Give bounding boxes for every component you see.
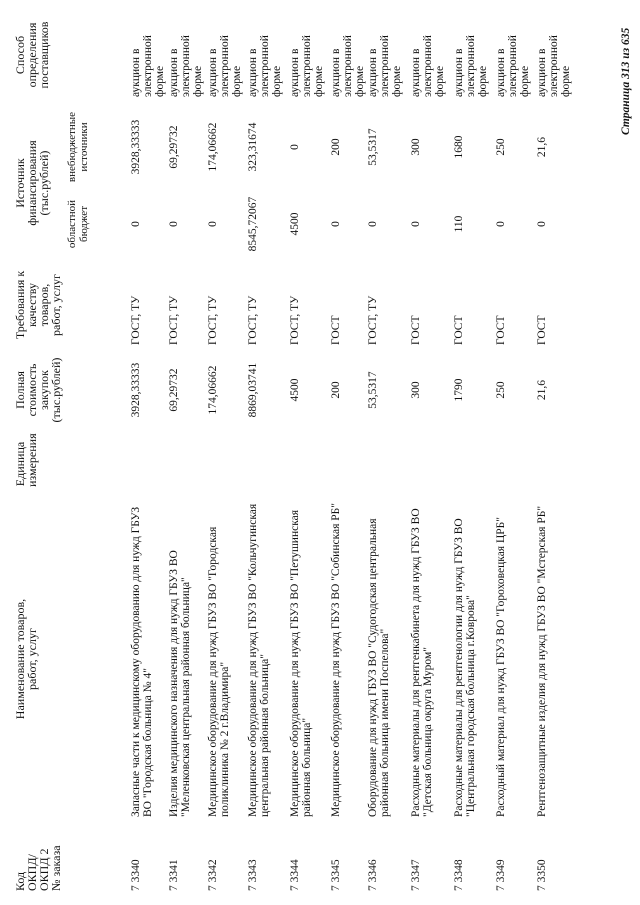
row-code: 7 3343 bbox=[247, 859, 259, 891]
header-unit: Единица измерения bbox=[13, 433, 39, 487]
row-method: аукцион в электронной форме bbox=[247, 35, 283, 97]
page-number: Страница 313 из 635 bbox=[620, 27, 632, 135]
row-code: 7 3347 bbox=[410, 859, 422, 891]
row-requirements: ГОСТ, ТУ bbox=[168, 295, 180, 345]
row-requirements: ГОСТ bbox=[495, 315, 507, 345]
row-requirements: ГОСТ bbox=[410, 315, 422, 345]
row-name: Медицинское оборудование для нужд ГБУЗ ВО "Петушинская районная больница" bbox=[289, 509, 313, 817]
header-sources: Источник финансирования (тыс.рублей) bbox=[13, 140, 51, 226]
row-extrabudget: 200 bbox=[330, 138, 342, 156]
header-code: Код ОКПД/ ОКПД 2 № заказа bbox=[13, 845, 63, 891]
row-code: 7 3340 bbox=[130, 859, 142, 891]
row-code: 7 3342 bbox=[207, 859, 219, 891]
row-extrabudget: 174,06662 bbox=[207, 122, 219, 172]
row-cost: 69,29732 bbox=[168, 368, 180, 412]
row-extrabudget: 69,29732 bbox=[168, 125, 180, 169]
row-extrabudget: 53,5317 bbox=[367, 128, 379, 166]
row-requirements: ГОСТ, ТУ bbox=[130, 295, 142, 345]
row-method: аукцион в электронной форме bbox=[289, 35, 325, 97]
header-requirements: Требования к качеству товаров, работ, услуг bbox=[13, 270, 63, 340]
row-extrabudget: 21,6 bbox=[536, 136, 548, 158]
row-code: 7 3348 bbox=[453, 859, 465, 891]
row-regional: 0 bbox=[207, 221, 219, 227]
row-name: Расходные материалы для рентгенкабинета для нужд ГБУЗ ВО "Детская больница округа Муром" bbox=[410, 508, 434, 817]
header-extrabudget: внебюджетные источники bbox=[66, 111, 90, 183]
row-regional: 0 bbox=[168, 221, 180, 227]
row-method: аукцион в электронной форме bbox=[207, 35, 243, 97]
row-name: Запасные части к медицинскому оборудованию для нужд ГБУЗ ВО "Городская больница № 4" bbox=[130, 506, 154, 817]
row-name: Медицинское оборудование для нужд ГБУЗ ВО "Городская поликлиника № 2 г.Владимира" bbox=[207, 526, 231, 817]
row-method: аукцион в электронной форме bbox=[367, 35, 403, 97]
row-name: Расходный материал для нужд ГБУЗ ВО "Гороховецкая ЦРБ" bbox=[495, 517, 507, 817]
row-extrabudget: 0 bbox=[289, 144, 301, 150]
header-regional: областной бюджет bbox=[66, 199, 90, 249]
row-cost: 174,06662 bbox=[207, 365, 219, 415]
row-requirements: ГОСТ, ТУ bbox=[207, 295, 219, 345]
row-requirements: ГОСТ, ТУ bbox=[367, 295, 379, 345]
row-extrabudget: 3928,33333 bbox=[130, 119, 142, 175]
row-regional: 0 bbox=[495, 221, 507, 227]
header-method: Способ определения поставщиков bbox=[13, 21, 51, 89]
row-cost: 53,5317 bbox=[367, 371, 379, 409]
header-name: Наименование товаров, работ, услуг bbox=[13, 598, 39, 720]
row-requirements: ГОСТ bbox=[453, 315, 465, 345]
row-code: 7 3346 bbox=[367, 859, 379, 891]
row-cost: 4500 bbox=[289, 378, 301, 402]
row-name: Расходные материалы для рентгенологии для нужд ГБУЗ ВО "Центральная городская больница г.Коврова" bbox=[453, 518, 477, 817]
row-cost: 3928,33333 bbox=[130, 362, 142, 418]
row-requirements: ГОСТ, ТУ bbox=[289, 295, 301, 345]
row-cost: 1790 bbox=[453, 378, 465, 402]
row-regional: 0 bbox=[367, 221, 379, 227]
row-extrabudget: 250 bbox=[495, 138, 507, 156]
row-name: Медицинское оборудование для нужд ГБУЗ ВО "Собинская РБ" bbox=[330, 503, 342, 817]
row-regional: 0 bbox=[330, 221, 342, 227]
row-cost: 250 bbox=[495, 381, 507, 399]
row-code: 7 3344 bbox=[289, 859, 301, 891]
row-code: 7 3345 bbox=[330, 859, 342, 891]
row-name: Изделия медицинского назначения для нужд ГБУЗ ВО "Меленковская центральная районная больница" bbox=[168, 550, 192, 817]
row-requirements: ГОСТ bbox=[330, 315, 342, 345]
row-regional: 8545,72067 bbox=[247, 196, 259, 252]
row-cost: 200 bbox=[330, 381, 342, 399]
row-name: Медицинское оборудование для нужд ГБУЗ ВО "Кольчугинская центральная районная больница" bbox=[247, 503, 271, 817]
row-method: аукцион в электронной форме bbox=[536, 35, 572, 97]
row-extrabudget: 300 bbox=[410, 138, 422, 156]
row-method: аукцион в электронной форме bbox=[168, 35, 204, 97]
row-regional: 0 bbox=[130, 221, 142, 227]
row-regional: 0 bbox=[410, 221, 422, 227]
row-requirements: ГОСТ, ТУ bbox=[247, 295, 259, 345]
row-code: 7 3350 bbox=[536, 859, 548, 891]
row-extrabudget: 1680 bbox=[453, 135, 465, 159]
row-regional: 4500 bbox=[289, 212, 301, 236]
row-name: Рентгенозащитные изделия для нужд ГБУЗ ВО "Мстерская РБ" bbox=[536, 505, 548, 817]
row-method: аукцион в электронной форме bbox=[495, 35, 531, 97]
row-cost: 300 bbox=[410, 381, 422, 399]
row-method: аукцион в электронной форме bbox=[453, 35, 489, 97]
row-method: аукцион в электронной форме bbox=[330, 35, 366, 97]
row-code: 7 3349 bbox=[495, 859, 507, 891]
row-method: аукцион в электронной форме bbox=[410, 35, 446, 97]
row-regional: 110 bbox=[453, 215, 465, 233]
row-requirements: ГОСТ bbox=[536, 315, 548, 345]
header-cost: Полная стоимость закупок (тыс.рублей) bbox=[13, 357, 63, 423]
row-name: Оборудование для нужд ГБУЗ ВО "Судогодская центральная районная больница имени Поспелова" bbox=[367, 518, 391, 817]
row-cost: 21,6 bbox=[536, 379, 548, 401]
row-method: аукцион в электронной форме bbox=[130, 35, 166, 97]
row-code: 7 3341 bbox=[168, 859, 180, 891]
row-extrabudget: 323,31674 bbox=[247, 122, 259, 172]
row-regional: 0 bbox=[536, 221, 548, 227]
row-cost: 8869,03741 bbox=[247, 362, 259, 418]
